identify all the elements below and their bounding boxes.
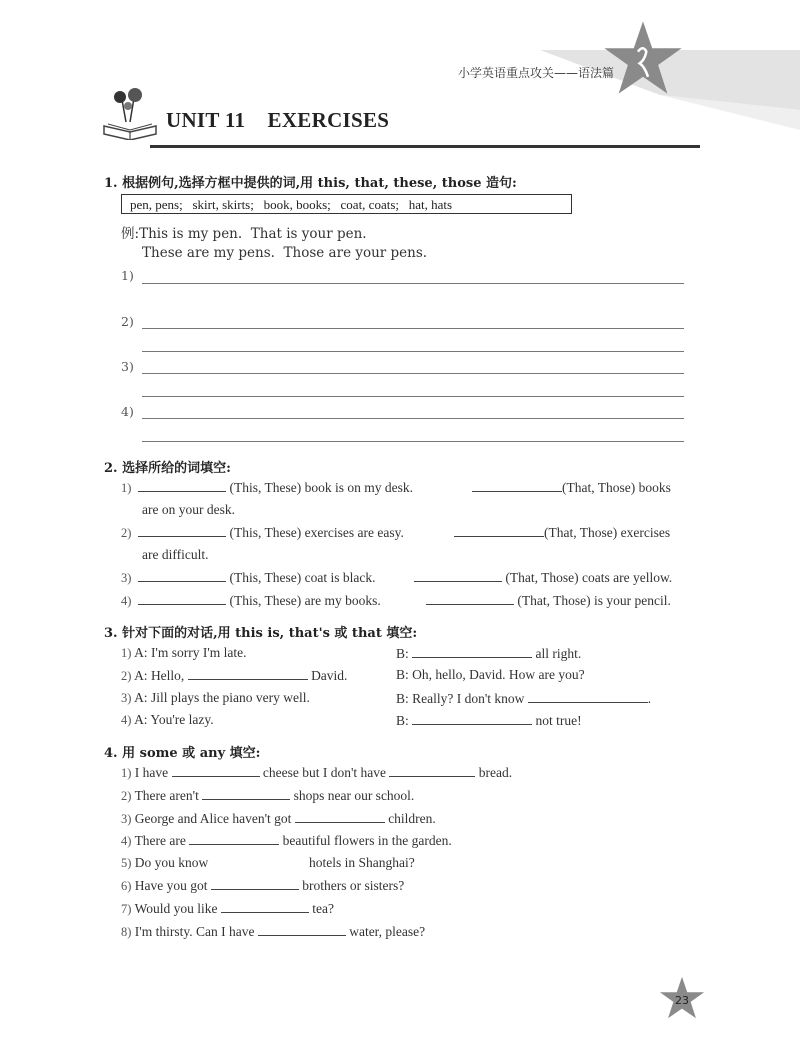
s4-text: brothers or sisters? [302,878,405,893]
example-line-2: These are my pens. Those are your pens. [142,245,428,261]
s2-item-4b [426,592,671,609]
s3-item-4b [396,712,582,729]
s2-text-a: (This, These) are my books. [229,593,381,608]
s3-item-3a [121,690,310,706]
blank[interactable] [138,569,226,582]
s2-text-b: (That, Those) books [562,480,671,495]
s4-text: bread. [478,765,513,780]
s2-item-3b [414,569,672,586]
s4-text: Do you know [134,855,209,870]
s4-text: I have [134,765,169,780]
s3-text-b-post: . [647,691,652,706]
item-num: 4) [121,594,132,608]
item-num: 8) [121,925,132,939]
s4-item-5 [121,855,415,871]
s2-item-3 [121,569,376,586]
answer-line[interactable] [142,441,684,442]
s4-text: George and Alice haven't got [134,811,292,826]
s4-item-6 [121,877,404,894]
answer-line[interactable] [142,418,684,419]
s3-text-a-post: David. [311,668,348,683]
item-num: 2) [121,526,132,540]
s1-item-num-2: 2) [121,314,134,329]
item-num: 4) [121,834,132,848]
s3-item-1b [396,645,581,662]
blank[interactable] [211,877,299,890]
s2-item-1-cont: are on your desk. [142,502,235,517]
title-rule [150,145,700,148]
s4-text: hotels in Shanghai? [309,855,415,870]
s4-text: water, please? [349,924,426,939]
s4-text: Would you like [134,901,218,916]
s2-item-2b [454,524,670,541]
item-num: 6) [121,879,132,893]
s4-text: beautiful flowers in the garden. [282,833,452,848]
blank[interactable] [202,787,290,800]
item-num: 2) [121,789,132,803]
blank[interactable] [414,569,502,582]
s4-text: There are [134,833,186,848]
book-flower-icon [100,86,160,140]
section3-heading: 3. 针对下面的对话,用 this is, that's 或 that 填空: [104,626,418,641]
blank[interactable] [295,810,385,823]
blank[interactable] [389,764,475,777]
s1-item-num-1: 1) [121,268,134,283]
star-icon [598,18,688,102]
blank[interactable] [426,592,514,605]
s4-text: Have you got [134,878,208,893]
blank[interactable] [138,479,226,492]
example-text-1: This is my pen. That is your pen. [139,226,367,242]
word-box: pen, pens; skirt, skirts; book, books; coat, coats; hat, hats [121,194,572,214]
example-line-1 [121,222,367,242]
blank[interactable] [172,764,260,777]
s3-item-3b [396,690,651,707]
s3-text-a-pre: A: Hello, [134,668,185,683]
s2-text-b: (That, Those) exercises [544,525,671,540]
s3-item-1a [121,645,247,661]
item-num: 4) [121,713,132,727]
blank[interactable] [189,832,279,845]
item-num: 1) [121,481,132,495]
s3-text-a: A: Jill plays the piano very well. [134,690,310,705]
s2-item-1 [121,479,413,496]
s1-item-num-4: 4) [121,404,134,419]
s2-item-4 [121,592,381,609]
blank[interactable] [472,479,562,492]
blank[interactable] [412,645,532,658]
s3-text-b-pre: B: [396,713,409,728]
s4-item-1 [121,764,512,781]
s4-item-8 [121,923,425,940]
s4-item-2 [121,787,414,804]
answer-line[interactable] [142,373,684,374]
s3-text-b-post: not true! [535,713,582,728]
s2-item-2-cont: are difficult. [142,547,209,562]
answer-line[interactable] [142,328,684,329]
blank[interactable] [221,900,309,913]
blank[interactable] [412,712,532,725]
s2-item-2 [121,524,404,541]
s2-text-a: (This, These) book is on my desk. [229,480,414,495]
s3-item-4a [121,712,214,728]
section1-heading: 1. 根据例句,选择方框中提供的词,用 this, that, these, those 造句: [104,176,517,191]
answer-line[interactable] [142,283,684,284]
blank[interactable] [138,524,226,537]
series-title: 小学英语重点攻关——语法篇 [458,66,615,80]
s2-text-a: (This, These) coat is black. [229,570,376,585]
s1-item-num-3: 3) [121,359,134,374]
s3-text-b-pre: B: [396,646,409,661]
example-label: 例: [121,226,140,242]
unit-title: UNIT 11 EXERCISES [166,108,390,132]
s2-item-1b [472,479,671,496]
s3-text-b-post: all right. [535,646,582,661]
section2-heading: 2. 选择所给的词填空: [104,461,231,476]
item-num: 7) [121,902,132,916]
answer-line[interactable] [142,396,684,397]
item-num: 2) [121,669,132,683]
page-number: 23 [675,994,689,1007]
blank[interactable] [454,524,544,537]
s4-text: cheese but I don't have [262,765,387,780]
answer-line[interactable] [142,351,684,352]
s3-item-2a [121,667,347,684]
s4-text: I'm thirsty. Can I have [134,924,255,939]
s3-text-b-pre: B: Really? I don't know [396,691,525,706]
blank[interactable] [188,667,308,680]
item-num: 1) [121,766,132,780]
s4-item-4 [121,832,452,849]
s4-text: tea? [312,901,334,916]
item-num: 3) [121,812,132,826]
s4-text: shops near our school. [293,788,415,803]
s2-text-a: (This, These) exercises are easy. [229,525,404,540]
blank[interactable] [258,923,346,936]
s4-text: children. [388,811,436,826]
blank[interactable] [528,690,648,703]
blank[interactable] [138,592,226,605]
s4-item-7 [121,900,334,917]
item-num: 3) [121,571,132,585]
s3-text-a: A: You're lazy. [134,712,214,727]
s2-text-b: (That, Those) coats are yellow. [505,570,673,585]
item-num: 5) [121,856,132,870]
section4-heading: 4. 用 some 或 any 填空: [104,746,261,761]
s3-item-2b: B: Oh, hello, David. How are you? [396,667,585,682]
item-num: 1) [121,646,132,660]
s4-text: There aren't [134,788,199,803]
s2-text-b: (That, Those) is your pencil. [517,593,671,608]
item-num: 3) [121,691,132,705]
s3-text-a: A: I'm sorry I'm late. [134,645,247,660]
s4-item-3 [121,810,436,827]
